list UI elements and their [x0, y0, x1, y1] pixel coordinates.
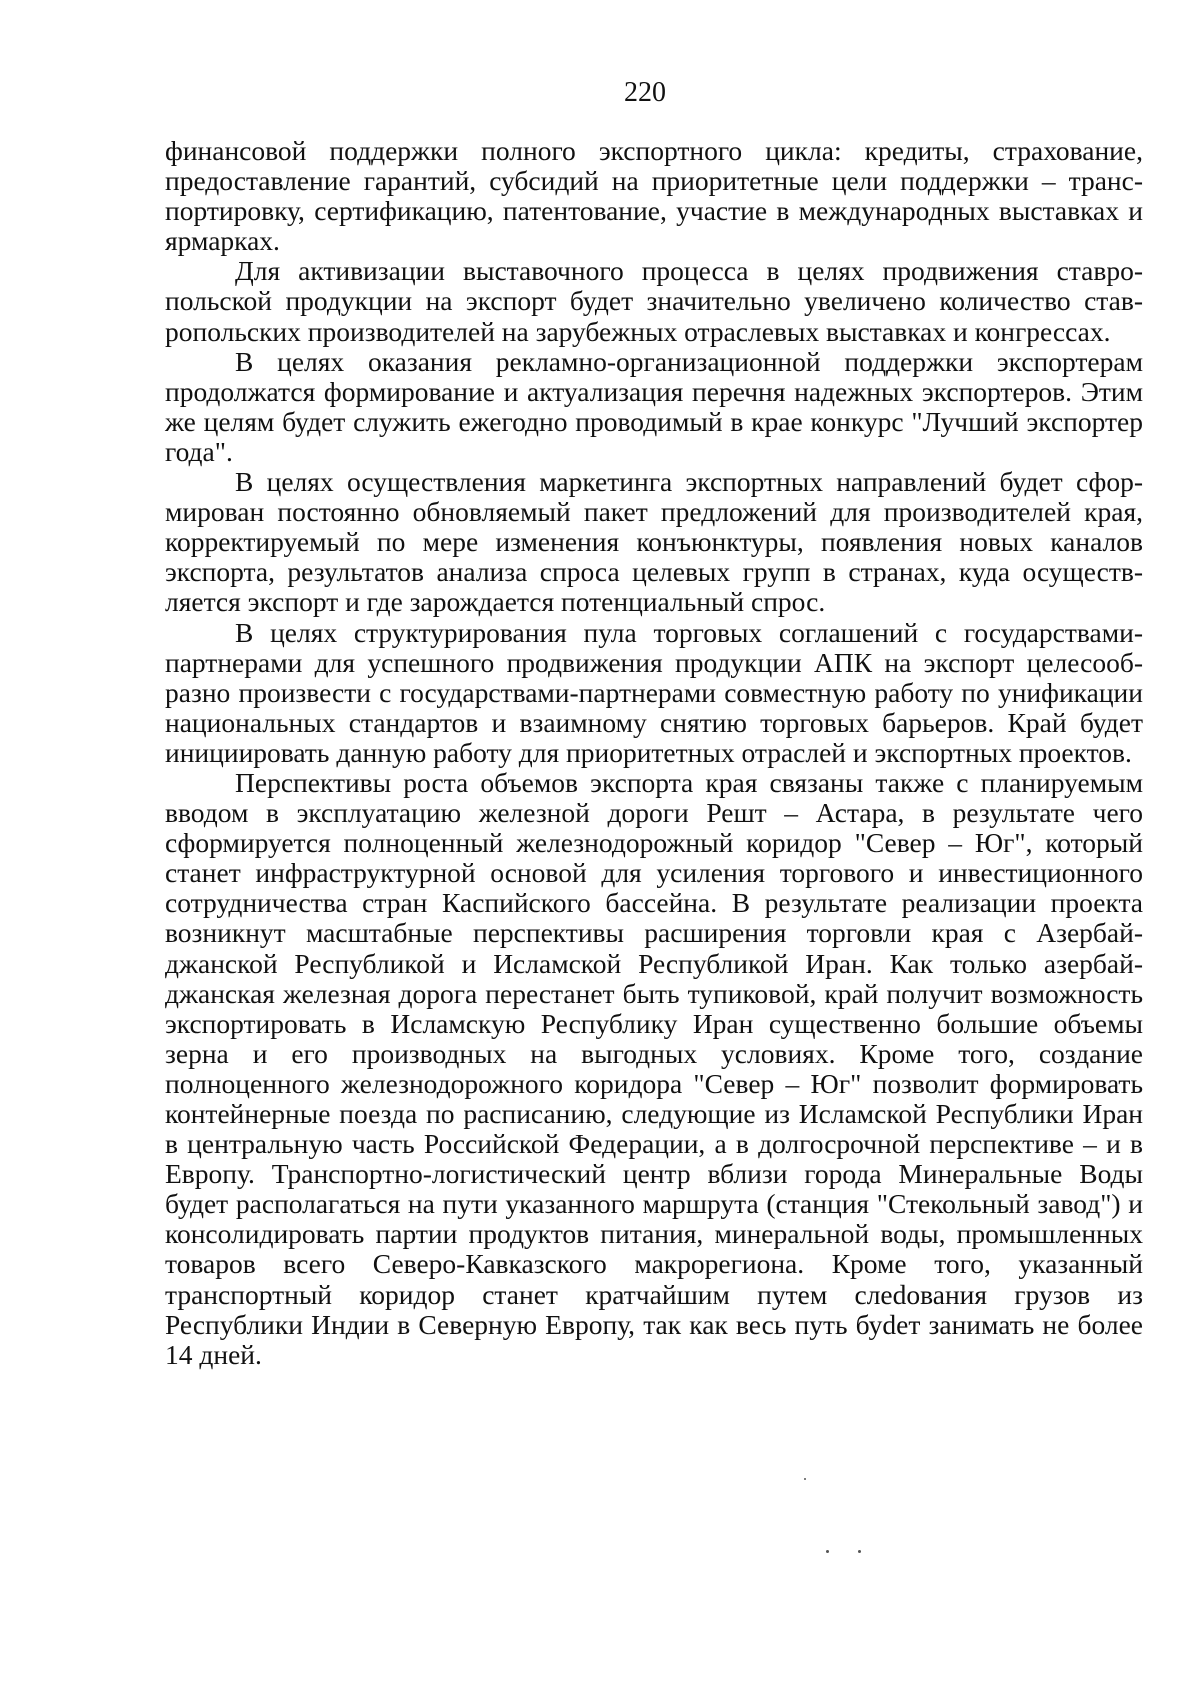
scan-speck: [858, 1550, 861, 1553]
paragraph-continuation: финансовой поддержки полного экспортного цикла: кредиты, страхование, предоставление гарантий, субсидий на приоритетные цели поддержки – транспортировку, сертификацию, патентование, участие в международных выставках и ярмарках.: [165, 135, 1143, 257]
page-number: 220: [624, 77, 666, 108]
paragraph-trade-agreements: В целях структурирования пула торговых соглашений с государствами-партнерами для успешного продвижения продукции АПК на экспорт целесообразно произвести с государствами-партнерами совместную работу по унификации национальных стандартов и взаимному снятию торговых барьеров. Край будет инициировать данную работу для приоритетных отраслей и экспортных проектов.: [165, 616, 1143, 768]
paragraph-exhibitions: Для активизации выставочного процесса в целях продвижения ставропольской продукции на экспорт будет значительно увеличено количество ставропольских производителей на зарубежных отраслевых выставках и конгрессах.: [165, 255, 1143, 347]
paragraph-north-south-corridor: Перспективы роста объемов экспорта края связаны также с планируемым вводом в эксплуатацию железной дороги Решт – Астара, в результате чего сформируется полноценный железнодорожный коридор "Север – Юг", который станет инфраструктурной основой для усиления торгового и инвестиционного сотрудничества стран Каспийского бассейна. В результате реализации проекта возникнут масштабные перспективы расширения торговли края с Азербайджанской Республикой и Исламской Республикой Иран. Как только азербайджанская железная дорога перестанет быть тупиковой, край получит возможность экспортировать в Исламскую Республику Иран существенно большие объемы зерна и его производных на выгодных условиях. Кроме того, создание полноценного железнодорожного коридора "Север – Юг" позволит формировать контейнерные поезда по расписанию, следующие из Исламской Республики Иран в центральную часть Российской Федерации, а в долгосрочной перспективе – и в Европу. Транспортно-логистический центр вблизи города Минеральные Воды будет располагаться на пути указанного маршрута (станция "Стекольный завод") и консолидировать партии продуктов питания, минеральной воды, промышленных товаров всего Северо-Кавказского макрорегиона. Кроме того, указанный транспортный коридор станет кратчайшим путем слеdования грузов из Республики Индии в Северную Европу, так как весь путь буdет занимать не более 14 дней.: [165, 766, 1143, 1370]
document-body: [165, 136, 1143, 1370]
paragraph-advertising-support: В целях оказания рекламно-организационной поддержки экспортерам продолжатся формирование и актуализация перечня надежных экспортеров. Этим же целям будет служить ежегодно проводимый в крае конкурс "Лучший экспортер года".: [165, 345, 1143, 467]
scan-speck: [804, 1478, 806, 1480]
scan-speck: [826, 1550, 829, 1553]
paragraph-marketing: В целях осуществления маркетинга экспортных направлений будет сформирован постоянно обновляемый пакет предложений для производителей края, корректируемый по мере изменения конъюнктуры, появления новых каналов экспорта, результатов анализа спроса целевых групп в странах, куда осуществляется экспорт и где зарождается потенциальный спрос.: [165, 466, 1143, 618]
